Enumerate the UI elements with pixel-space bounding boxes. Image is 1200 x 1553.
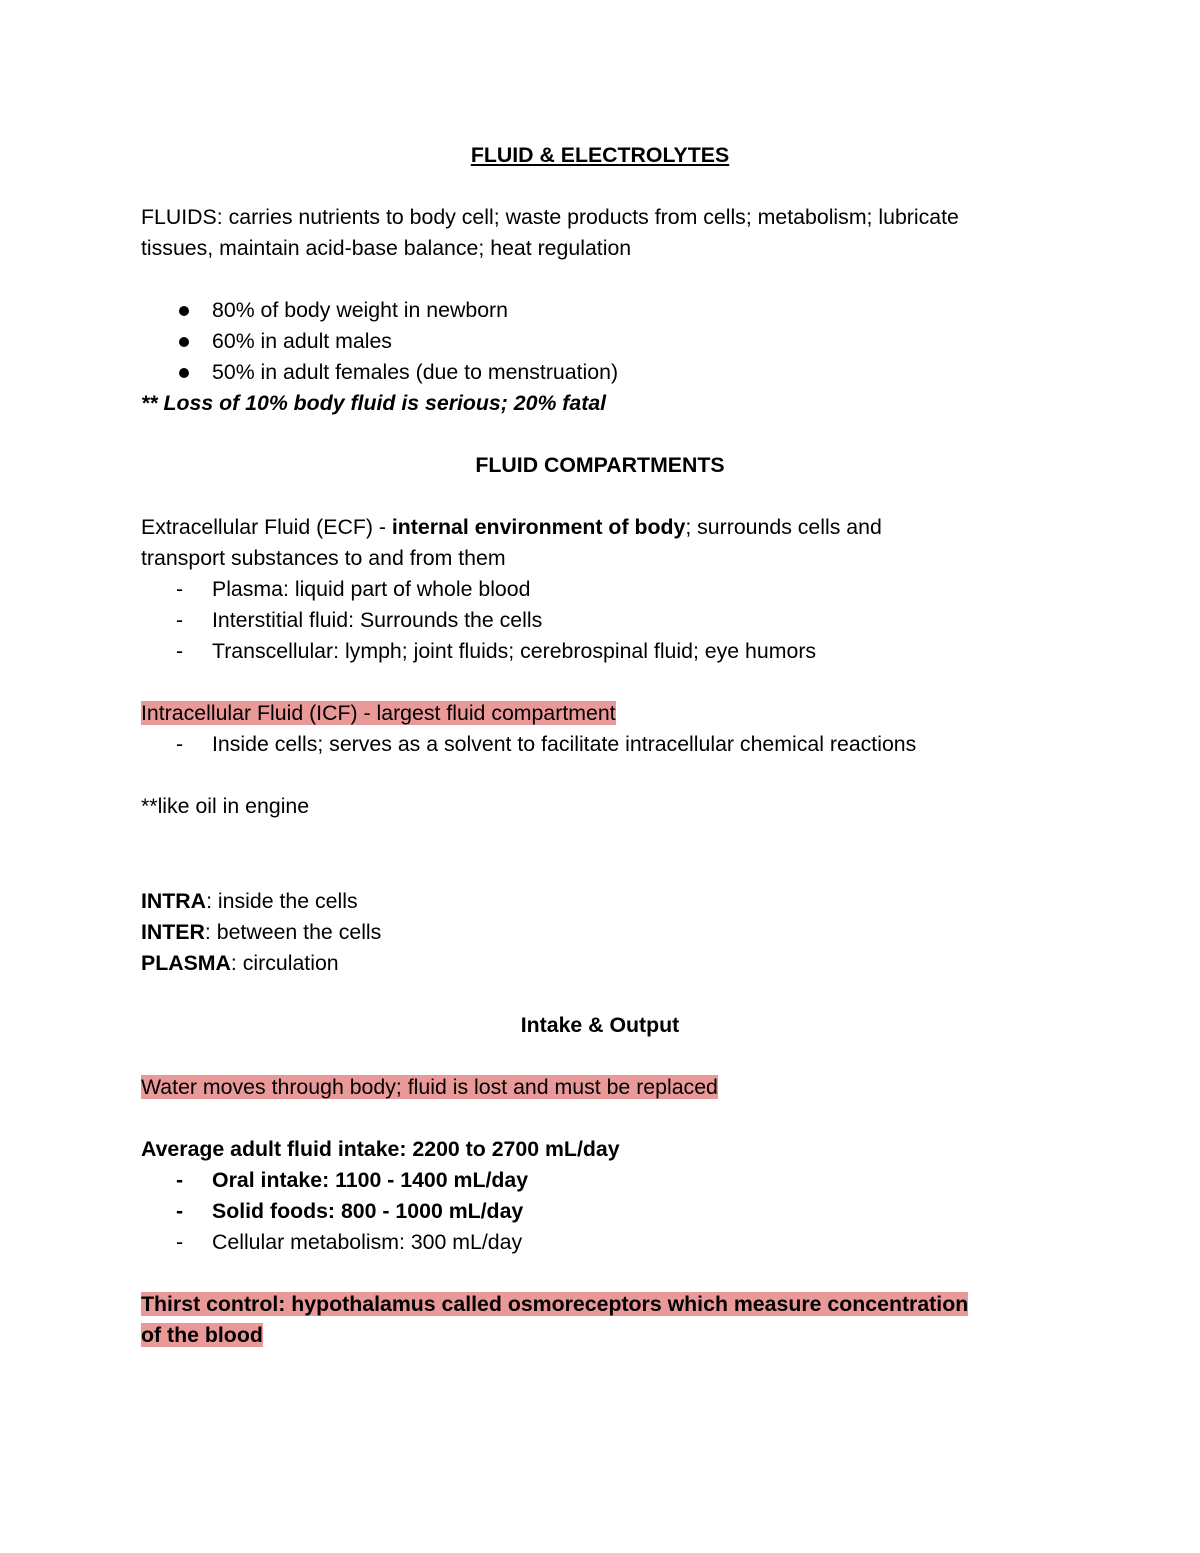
ecf-line-2: transport substances to and from them (141, 546, 506, 570)
term-definition: : inside the cells (206, 889, 358, 913)
intake-heading: Intake & Output (520, 1013, 680, 1037)
fluids-description-1: : carries nutrients to body cell; waste products from cells; metabolism; lubricate (216, 205, 959, 229)
fluids-line-1 (141, 202, 959, 233)
ecf-item: Transcellular: lymph; joint fluids; cerebrospinal fluid; eye humors (212, 639, 817, 663)
term-definition: : circulation (230, 951, 339, 975)
icf-item: Inside cells; serves as a solvent to facilitate intracellular chemical reactions (212, 732, 917, 756)
compartments-heading: FLUID COMPARTMENTS (475, 453, 725, 477)
ecf-description: ; surrounds cells and (685, 515, 882, 539)
fluid-loss-warning: ** Loss of 10% body fluid is serious; 20% fatal (141, 391, 607, 415)
bullet-item: 50% in adult females (due to menstruation) (212, 360, 619, 384)
term-label: INTER (141, 920, 205, 944)
dash-marker: - (176, 608, 184, 632)
bullet-item: 60% in adult males (212, 329, 392, 353)
page-title (0, 140, 1200, 171)
thirst-highlight-2: of the blood (141, 1323, 263, 1347)
fluids-label: FLUIDS (141, 205, 217, 229)
ecf-line-1 (141, 512, 882, 543)
dash-marker: - (176, 1199, 184, 1223)
icf-line (141, 698, 616, 729)
intake-item: Cellular metabolism: 300 mL/day (212, 1230, 523, 1254)
dash-marker: - (176, 639, 184, 663)
dash-marker: - (176, 732, 184, 756)
ecf-item: Plasma: liquid part of whole blood (212, 577, 531, 601)
water-line (141, 1072, 718, 1103)
ecf-bold-text: internal environment of body (391, 515, 686, 539)
engine-note: **like oil in engine (141, 794, 310, 818)
term-inter (141, 917, 381, 948)
term-intra (141, 886, 358, 917)
bullet-icon (179, 368, 189, 378)
bullet-icon (179, 306, 189, 316)
thirst-line-1 (141, 1289, 968, 1320)
fluids-line-2: tissues, maintain acid-base balance; heat regulation (141, 236, 632, 260)
term-plasma (141, 948, 339, 979)
thirst-line-2 (141, 1320, 263, 1351)
intake-item: Solid foods: 800 - 1000 mL/day (212, 1199, 524, 1223)
ecf-item: Interstitial fluid: Surrounds the cells (212, 608, 543, 632)
intake-item: Oral intake: 1100 - 1400 mL/day (212, 1168, 529, 1192)
icf-title-highlight: Intracellular Fluid (ICF) - largest fluid compartment (141, 701, 616, 725)
term-label: PLASMA (141, 951, 231, 975)
thirst-highlight-1: Thirst control: hypothalamus called osmoreceptors which measure concentration (141, 1292, 969, 1316)
dash-marker: - (176, 1168, 184, 1192)
bullet-item: 80% of body weight in newborn (212, 298, 508, 322)
term-label: INTRA (141, 889, 207, 913)
ecf-label: Extracellular Fluid (ECF) - (141, 515, 392, 539)
dash-marker: - (176, 577, 184, 601)
term-definition: : between the cells (204, 920, 382, 944)
bullet-icon (179, 337, 189, 347)
water-highlight: Water moves through body; fluid is lost and must be replaced (141, 1075, 718, 1099)
dash-marker: - (176, 1230, 184, 1254)
page-title-text: FLUID & ELECTROLYTES (470, 143, 730, 167)
average-intake: Average adult fluid intake: 2200 to 2700 mL/day (141, 1137, 620, 1161)
